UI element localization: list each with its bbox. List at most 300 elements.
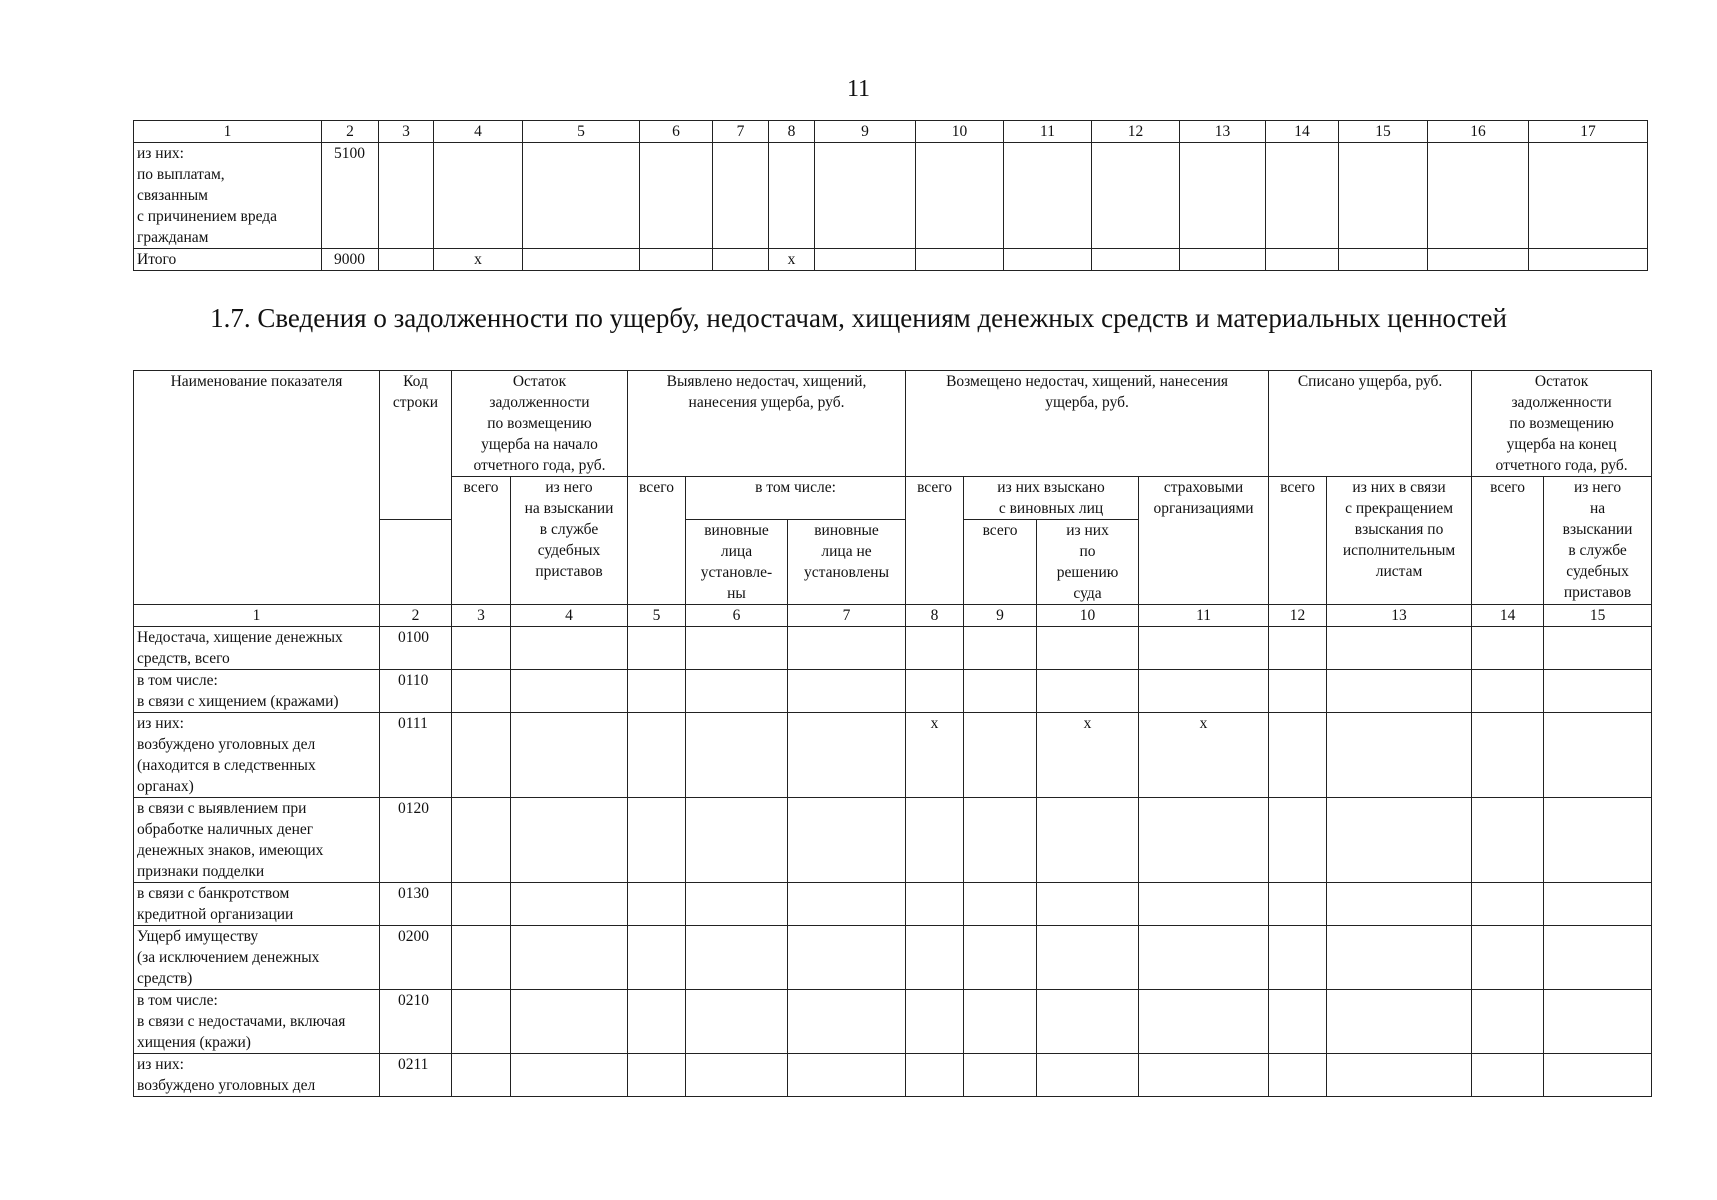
text-line: средств) (137, 970, 193, 987)
text-line: Ущерб имуществу (137, 928, 259, 945)
table-cell (1269, 926, 1327, 990)
table-cell (628, 883, 686, 926)
table-cell (1327, 627, 1472, 670)
text-line: задолженности (1511, 394, 1612, 411)
table-cell (1004, 249, 1092, 271)
table-cell (523, 143, 640, 249)
table-cell (1339, 249, 1428, 271)
text-line: нанесения ущерба, руб. (688, 394, 845, 411)
table-cell (1037, 883, 1139, 926)
table-cell (1339, 143, 1428, 249)
table-cell (452, 883, 511, 926)
text-line: виновные (814, 522, 879, 539)
text-line: ущерба, руб. (1045, 394, 1129, 411)
table-row (134, 1054, 1652, 1097)
column-number: 13 (1180, 121, 1266, 143)
row-label (134, 990, 380, 1054)
table-cell (1037, 1054, 1139, 1097)
row-label (134, 713, 380, 798)
text-line: из них: (137, 715, 184, 732)
table-cell (906, 1054, 964, 1097)
table-cell (815, 249, 916, 271)
not-applicable-mark: x (906, 713, 964, 798)
column-number: 9 (964, 605, 1037, 627)
header-number-row (134, 121, 1648, 143)
table-cell (788, 713, 906, 798)
table-cell (1327, 713, 1472, 798)
header-end-bailiffs (1544, 477, 1652, 605)
table-cell (964, 713, 1037, 798)
text-line: по возмещению (487, 415, 592, 432)
header-total-c5: всего (628, 477, 686, 605)
table-cell (1472, 713, 1544, 798)
header-balance-end (1472, 371, 1652, 477)
text-line: приставов (535, 563, 603, 580)
table-cell (1472, 798, 1544, 883)
debt-table (133, 370, 1652, 1097)
text-line: по возмещению (1509, 415, 1614, 432)
column-number: 14 (1472, 605, 1544, 627)
column-number: 15 (1544, 605, 1652, 627)
column-number: 14 (1266, 121, 1339, 143)
table-cell (1139, 627, 1269, 670)
text-line: взыскании (1562, 521, 1633, 538)
text-line: суда (1073, 585, 1102, 602)
table-row (134, 670, 1652, 713)
table-cell (1327, 670, 1472, 713)
table-cell (1139, 883, 1269, 926)
table-cell (1037, 798, 1139, 883)
table-cell (788, 798, 906, 883)
row-code: 9000 (322, 249, 379, 271)
table-cell (788, 926, 906, 990)
column-number: 1 (134, 121, 322, 143)
table-cell (1472, 1054, 1544, 1097)
header-compensated (906, 371, 1269, 477)
text-line: на взыскании (524, 500, 614, 517)
table-cell (1139, 798, 1269, 883)
column-number: 8 (906, 605, 964, 627)
column-number: 12 (1269, 605, 1327, 627)
table-cell (379, 143, 434, 249)
header-guilty-found (686, 520, 788, 605)
table-cell (511, 627, 628, 670)
text-line: обработке наличных денег (137, 821, 314, 838)
table-cell (1327, 883, 1472, 926)
text-line: Итого (137, 251, 177, 268)
text-line: Остаток (1534, 373, 1589, 390)
text-line: в связи с выявлением при (137, 800, 307, 817)
table-cell (788, 883, 906, 926)
page-number: 11 (846, 76, 871, 102)
table-cell (686, 990, 788, 1054)
column-number: 2 (380, 605, 452, 627)
text-line: исполнительным (1342, 542, 1456, 559)
text-line: по выплатам, (137, 166, 225, 183)
table-cell (906, 926, 964, 990)
text-line: на (1589, 500, 1606, 517)
table-row (134, 713, 1652, 798)
table-cell (686, 926, 788, 990)
row-label (134, 249, 322, 271)
text-line: в связи с банкротством (137, 885, 290, 902)
table-cell (964, 1054, 1037, 1097)
table-cell (686, 670, 788, 713)
table-cell (511, 798, 628, 883)
header-code-cont (380, 520, 452, 605)
column-number: 6 (640, 121, 713, 143)
table-cell (1139, 670, 1269, 713)
table-cell (452, 670, 511, 713)
text-line: строки (392, 394, 439, 411)
row-code: 0110 (380, 670, 452, 713)
table-cell (1529, 143, 1648, 249)
column-number: 5 (628, 605, 686, 627)
table-cell (628, 798, 686, 883)
row-label (134, 670, 380, 713)
text-line: Возмещено недостач, хищений, нанесения (946, 373, 1229, 390)
not-applicable-mark: x (1037, 713, 1139, 798)
table-cell (906, 670, 964, 713)
column-number: 7 (788, 605, 906, 627)
table-cell (511, 926, 628, 990)
text-line: с виновных лиц (998, 500, 1104, 517)
table-row (134, 798, 1652, 883)
header-written-off: Списано ущерба, руб. (1269, 371, 1472, 477)
text-line: возбуждено уголовных дел (137, 1077, 316, 1094)
table-row (134, 990, 1652, 1054)
table-cell (964, 798, 1037, 883)
row-code: 0111 (380, 713, 452, 798)
table-cell (686, 798, 788, 883)
row-code: 0120 (380, 798, 452, 883)
header-total-c8: всего (906, 477, 964, 605)
table-cell (1544, 798, 1652, 883)
table-cell (1472, 990, 1544, 1054)
text-line: организациями (1153, 500, 1254, 517)
table-cell (788, 1054, 906, 1097)
table-cell (916, 143, 1004, 249)
table-cell (523, 249, 640, 271)
text-line: из них в связи (1352, 479, 1446, 496)
text-line: из него (545, 479, 593, 496)
text-line: органах) (137, 778, 194, 795)
header-detected (628, 371, 906, 477)
table-cell (686, 883, 788, 926)
table-cell (1327, 1054, 1472, 1097)
table-cell (906, 883, 964, 926)
not-applicable-mark: x (434, 249, 523, 271)
table-cell (1092, 249, 1180, 271)
table-cell (1180, 143, 1266, 249)
table-cell (511, 990, 628, 1054)
table-cell (1472, 883, 1544, 926)
table-cell (713, 249, 769, 271)
section-title: 1.7. Сведения о задолженности по ущербу, недостачам, хищениям денежных средств и материальных ценностей (210, 303, 1507, 333)
table-cell (906, 990, 964, 1054)
table-cell (1544, 990, 1652, 1054)
table-cell (1004, 143, 1092, 249)
top-table (133, 120, 1648, 271)
not-applicable-mark (769, 143, 815, 249)
text-line: из них взыскано (997, 479, 1105, 496)
table-cell (1037, 990, 1139, 1054)
table-cell (1139, 990, 1269, 1054)
text-line: приставов (1563, 584, 1632, 601)
row-label (134, 926, 380, 990)
text-line: лица (720, 543, 753, 560)
text-line: в том числе: (137, 992, 218, 1009)
table-cell (1428, 143, 1529, 249)
table-cell (788, 670, 906, 713)
text-line: Остаток (512, 373, 567, 390)
row-code: 0211 (380, 1054, 452, 1097)
text-line: (находится в следственных (137, 757, 316, 774)
not-applicable-mark (434, 143, 523, 249)
table-cell (452, 990, 511, 1054)
header-recovered-guilty (964, 477, 1139, 520)
text-line: Код (403, 373, 428, 390)
table-cell (815, 143, 916, 249)
table-cell (452, 713, 511, 798)
column-number: 7 (713, 121, 769, 143)
column-number: 1 (134, 605, 380, 627)
table-cell (1472, 627, 1544, 670)
text-line: (за исключением денежных (137, 949, 320, 966)
text-line: хищения (кражи) (137, 1034, 251, 1051)
table-cell (628, 713, 686, 798)
row-label (134, 798, 380, 883)
header-bailiffs-c4 (511, 477, 628, 605)
text-line: ны (727, 585, 746, 602)
header-guilty-not-found (788, 520, 906, 605)
column-number: 15 (1339, 121, 1428, 143)
table-cell (1139, 926, 1269, 990)
table-cell (628, 990, 686, 1054)
table-cell (1529, 249, 1648, 271)
table-cell (511, 713, 628, 798)
table-cell (788, 990, 906, 1054)
table-cell (511, 670, 628, 713)
text-line: из него (1573, 479, 1622, 496)
column-number: 6 (686, 605, 788, 627)
table-cell (1266, 249, 1339, 271)
column-number: 11 (1139, 605, 1269, 627)
table-cell (964, 627, 1037, 670)
table-row (134, 143, 1648, 249)
table-cell (1269, 1054, 1327, 1097)
table-cell (1269, 798, 1327, 883)
column-number: 17 (1529, 121, 1648, 143)
column-number: 8 (769, 121, 815, 143)
column-number: 5 (523, 121, 640, 143)
text-line: взыскания по (1354, 521, 1444, 538)
text-line: страховыми (1163, 479, 1244, 496)
text-line: средств, всего (137, 650, 230, 667)
table-cell (788, 627, 906, 670)
table-row (134, 926, 1652, 990)
table-cell (1037, 926, 1139, 990)
column-number: 10 (1037, 605, 1139, 627)
text-line: виновные (704, 522, 769, 539)
table-cell (1544, 883, 1652, 926)
text-line: из них: (137, 145, 184, 162)
column-number: 4 (434, 121, 523, 143)
table-cell (1269, 627, 1327, 670)
not-applicable-mark: x (1139, 713, 1269, 798)
text-line: связанным (137, 187, 208, 204)
text-line: листам (1375, 563, 1423, 580)
table-cell (1544, 926, 1652, 990)
header-including: в том числе: (686, 477, 906, 520)
text-line: в службе (539, 521, 599, 538)
text-line: кредитной организации (137, 906, 294, 923)
table-cell (686, 713, 788, 798)
column-number: 9 (815, 121, 916, 143)
text-line: лица не (821, 543, 872, 560)
text-line: судебных (1566, 563, 1629, 580)
row-code: 5100 (322, 143, 379, 249)
table-cell (964, 670, 1037, 713)
text-line: Выявлено недостач, хищений, (666, 373, 867, 390)
row-code: 0130 (380, 883, 452, 926)
table-cell (452, 926, 511, 990)
not-applicable-mark: x (769, 249, 815, 271)
table-cell (1092, 143, 1180, 249)
table-cell (628, 627, 686, 670)
table-row (134, 883, 1652, 926)
text-line: признаки подделки (137, 863, 265, 880)
table-cell (1037, 670, 1139, 713)
table-row (134, 627, 1652, 670)
table-cell (628, 670, 686, 713)
row-code: 0200 (380, 926, 452, 990)
table-row (134, 249, 1648, 271)
text-line: судебных (537, 542, 601, 559)
text-line: в связи с недостачами, включая (137, 1013, 346, 1030)
table-cell (1327, 798, 1472, 883)
column-number-row (134, 605, 1652, 627)
table-cell (1544, 1054, 1652, 1097)
column-number: 4 (511, 605, 628, 627)
text-line: отчетного года, руб. (473, 457, 606, 474)
table-cell (906, 627, 964, 670)
table-cell (713, 143, 769, 249)
header-termination (1327, 477, 1472, 605)
table-cell (640, 249, 713, 271)
text-line: с причинением вреда (137, 208, 278, 225)
header-total-c3: всего (452, 477, 511, 605)
table-cell (1139, 1054, 1269, 1097)
table-cell (1266, 143, 1339, 249)
table-cell (1327, 990, 1472, 1054)
table-cell (1269, 883, 1327, 926)
table-cell (1428, 249, 1529, 271)
text-line: отчетного года, руб. (1495, 457, 1628, 474)
table-cell (452, 627, 511, 670)
table-cell (452, 1054, 511, 1097)
header-insurance (1139, 477, 1269, 605)
table-cell (1327, 926, 1472, 990)
row-label (134, 1054, 380, 1097)
header-total-c12: всего (1269, 477, 1327, 605)
table-cell (1544, 627, 1652, 670)
text-line: Недостача, хищение денежных (137, 629, 343, 646)
text-line: гражданам (137, 229, 209, 246)
table-cell (628, 926, 686, 990)
row-label (134, 627, 380, 670)
table-cell (1269, 713, 1327, 798)
table-cell (379, 249, 434, 271)
text-line: установле- (700, 564, 773, 581)
table-cell (1544, 713, 1652, 798)
text-line: установлены (804, 564, 889, 581)
header-total-c9: всего (964, 520, 1037, 605)
text-line: из них: (137, 1056, 184, 1073)
column-number: 2 (322, 121, 379, 143)
table-cell (452, 798, 511, 883)
table-cell (511, 1054, 628, 1097)
table-cell (640, 143, 713, 249)
table-cell (916, 249, 1004, 271)
header-code (380, 371, 452, 520)
table-cell (686, 1054, 788, 1097)
text-line: задолженности (489, 394, 590, 411)
header-name: Наименование показателя (134, 371, 380, 605)
column-number: 3 (379, 121, 434, 143)
column-number: 11 (1004, 121, 1092, 143)
table-cell (1180, 249, 1266, 271)
column-number: 10 (916, 121, 1004, 143)
column-number: 3 (452, 605, 511, 627)
text-line: в службе (1568, 542, 1627, 559)
table-cell (686, 627, 788, 670)
row-code: 0210 (380, 990, 452, 1054)
table-cell (1269, 990, 1327, 1054)
header-balance-start (452, 371, 628, 477)
text-line: возбуждено уголовных дел (137, 736, 316, 753)
table-cell (1472, 670, 1544, 713)
header-court-decision (1037, 520, 1139, 605)
row-label (134, 143, 322, 249)
header-total-c14: всего (1472, 477, 1544, 605)
table-cell (964, 926, 1037, 990)
text-line: решению (1056, 564, 1119, 581)
table-cell (964, 990, 1037, 1054)
table-cell (628, 1054, 686, 1097)
text-line: с прекращением (1345, 500, 1454, 517)
column-number: 13 (1327, 605, 1472, 627)
table-cell (1544, 670, 1652, 713)
text-line: из них (1066, 522, 1109, 539)
table-cell (1472, 926, 1544, 990)
text-line: денежных знаков, имеющих (137, 842, 324, 859)
row-label (134, 883, 380, 926)
column-number: 16 (1428, 121, 1529, 143)
table-cell (906, 798, 964, 883)
text-line: в связи с хищением (кражами) (137, 693, 339, 710)
text-line: в том числе: (137, 672, 218, 689)
table-cell (1037, 627, 1139, 670)
table-cell (1269, 670, 1327, 713)
table-cell (964, 883, 1037, 926)
text-line: ущерба на начало (481, 436, 598, 453)
row-code: 0100 (380, 627, 452, 670)
text-line: по (1079, 543, 1096, 560)
table-cell (511, 883, 628, 926)
text-line: ущерба на конец (1506, 436, 1617, 453)
column-number: 12 (1092, 121, 1180, 143)
